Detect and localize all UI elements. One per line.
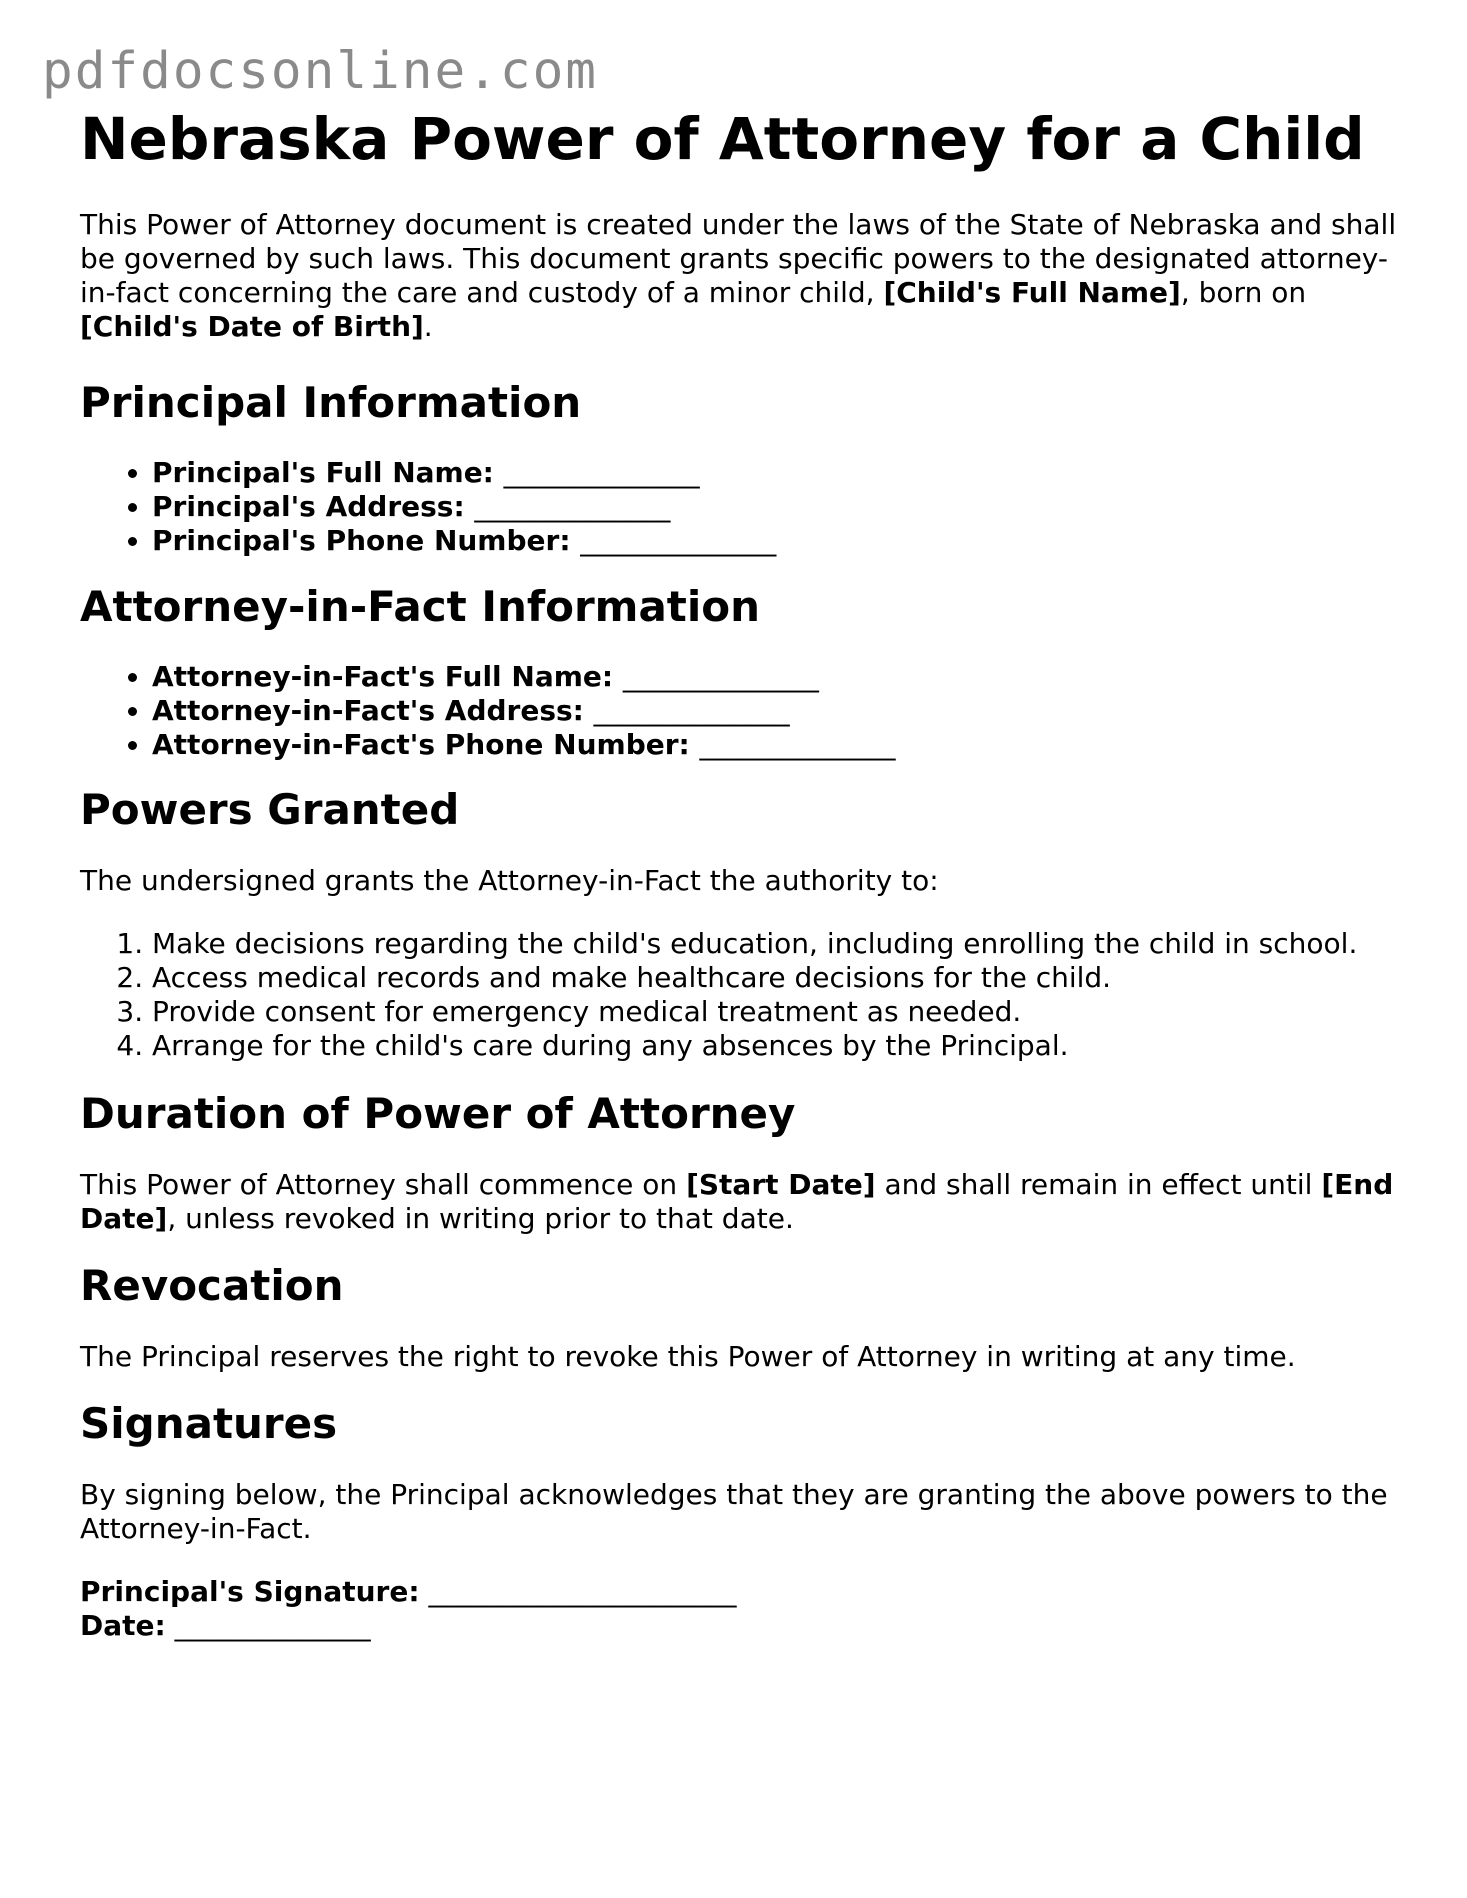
duration-paragraph	[80, 1168, 1410, 1236]
power-item: 3. Provide consent for emergency medical treatment as needed.	[152, 995, 1410, 1029]
principal-phone-field	[152, 524, 1410, 558]
start-date-placeholder: [Start Date]	[686, 1168, 876, 1201]
field-label: Principal's Phone Number:	[152, 524, 571, 557]
intro-text-3: .	[423, 310, 433, 343]
fill-blank[interactable]: ______________	[580, 524, 777, 557]
powers-heading: Powers Granted	[80, 785, 460, 834]
revocation-heading: Revocation	[80, 1261, 344, 1310]
duration-text-3: , unless revoked in writing prior to that date.	[167, 1202, 794, 1235]
principal-fields-list	[80, 456, 1410, 558]
fill-blank[interactable]: ______________	[622, 660, 819, 693]
field-label: Attorney-in-Fact's Address:	[152, 694, 584, 727]
revocation-paragraph: The Principal reserves the right to revoke this Power of Attorney in writing at any time.	[80, 1340, 1296, 1373]
child-dob-placeholder: [Child's Date of Birth]	[80, 310, 424, 343]
power-item: 1. Make decisions regarding the child's education, including enrolling the child in school.	[152, 927, 1410, 961]
field-label: Attorney-in-Fact's Phone Number:	[152, 728, 690, 761]
field-label: Principal's Address:	[152, 490, 465, 523]
power-item: 2. Access medical records and make healthcare decisions for the child.	[152, 961, 1410, 995]
field-label: Attorney-in-Fact's Full Name:	[152, 660, 614, 693]
signatures-paragraph: By signing below, the Principal acknowledges that they are granting the above powers to the Attorney-in-Fact.	[80, 1478, 1388, 1545]
principal-address-field	[152, 490, 1410, 524]
attorney-address-field	[152, 694, 1410, 728]
duration-text-1: This Power of Attorney shall commence on	[80, 1168, 687, 1201]
fill-blank[interactable]: ______________	[699, 728, 896, 761]
date-label: Date:	[80, 1609, 166, 1642]
fill-blank[interactable]: ______________	[503, 456, 700, 489]
powers-list	[80, 927, 1410, 1063]
signatures-heading: Signatures	[80, 1399, 338, 1448]
attorney-full-name-field	[152, 660, 1410, 694]
principal-full-name-field	[152, 456, 1410, 490]
fill-blank[interactable]: ______________	[474, 490, 671, 523]
intro-text-2: , born on	[1180, 276, 1307, 309]
signature-line	[80, 1575, 1410, 1609]
attorney-fields-list	[80, 660, 1410, 762]
signature-label: Principal's Signature:	[80, 1575, 420, 1608]
principal-heading: Principal Information	[80, 378, 582, 427]
duration-heading: Duration of Power of Attorney	[80, 1089, 796, 1138]
field-label: Principal's Full Name:	[152, 456, 494, 489]
duration-text-2: and shall remain in effect until	[875, 1168, 1322, 1201]
document-title: Nebraska Power of Attorney for a Child	[80, 105, 1365, 173]
child-name-placeholder: [Child's Full Name]	[883, 276, 1181, 309]
document-page	[80, 100, 1410, 1643]
watermark: pdfdocsonline.com	[42, 42, 598, 101]
signature-blank[interactable]: ______________________	[428, 1575, 737, 1608]
power-item: 4. Arrange for the child's care during any absences by the Principal.	[152, 1029, 1410, 1063]
powers-intro: The undersigned grants the Attorney-in-Fact the authority to:	[80, 864, 939, 897]
date-line	[80, 1609, 1410, 1643]
fill-blank[interactable]: ______________	[593, 694, 790, 727]
attorney-heading: Attorney-in-Fact Information	[80, 582, 761, 631]
attorney-phone-field	[152, 728, 1410, 762]
intro-paragraph	[80, 208, 1410, 344]
date-blank[interactable]: ______________	[174, 1609, 371, 1642]
intro-text-1: This Power of Attorney document is created under the laws of the State of Nebraska and shall be governed by such laws. This document grants specific powers to the designated attorney-in-fact concerning the care and custody of a minor child,	[80, 208, 1397, 309]
end-date-placeholder: [End Date]	[80, 1168, 1394, 1235]
